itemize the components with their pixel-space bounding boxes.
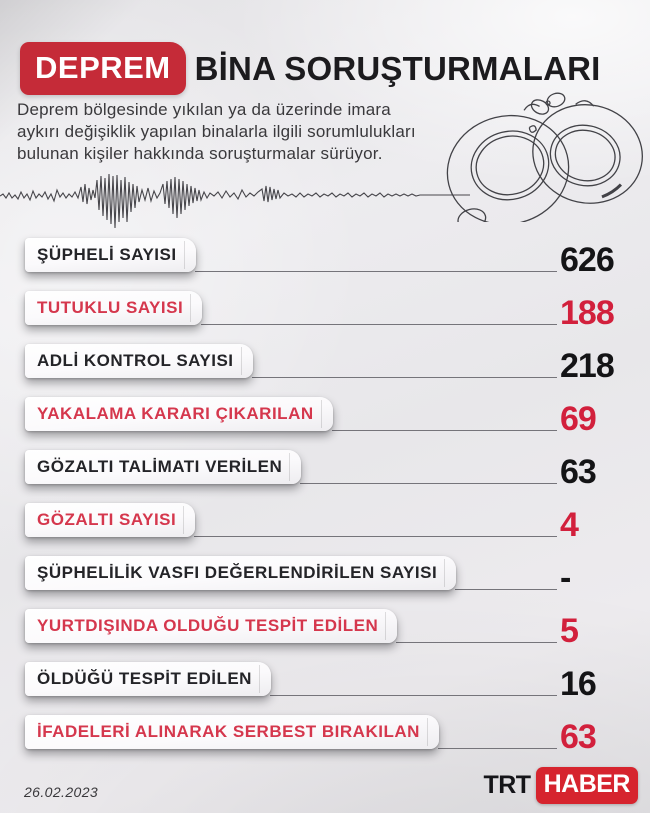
stat-value: -	[560, 559, 571, 598]
leader-line	[396, 642, 557, 643]
stat-label-pill	[25, 238, 196, 272]
stat-label: YAKALAMA KARARI ÇIKARILAN	[37, 404, 314, 423]
leader-line	[195, 271, 557, 272]
stat-value: 4	[560, 506, 578, 545]
trt-haber-logo	[483, 767, 638, 804]
stat-label: GÖZALTI TALİMATI VERİLEN	[37, 457, 283, 476]
stat-label: ŞÜPHELİLİK VASFI DEĞERLENDİRİLEN SAYISI	[37, 563, 438, 582]
stat-label-pill	[25, 662, 271, 696]
stat-label-pill	[25, 556, 456, 590]
stat-label-pill	[25, 291, 202, 325]
stat-label-pill	[25, 344, 253, 378]
stat-value: 63	[560, 453, 596, 492]
stat-row	[25, 450, 636, 492]
stat-label: İFADELERİ ALINARAK SERBEST BIRAKILAN	[37, 722, 420, 741]
leader-line	[194, 536, 557, 537]
logo-trt-text: TRT	[483, 771, 531, 799]
date-label: 26.02.2023	[24, 784, 99, 800]
stat-value: 5	[560, 612, 578, 651]
stat-row	[25, 344, 636, 386]
stat-row	[25, 503, 636, 545]
page-title: BİNA SORUŞTURMALARI	[194, 49, 601, 87]
stat-value: 63	[560, 718, 596, 757]
stat-value: 69	[560, 400, 596, 439]
description-text: Deprem bölgesinde yıkılan ya da üzerinde imara aykırı değişiklik yapılan binalarla ilgili sorumlulukları bulunan kişiler hakkında soruşturmalar sürüyor.	[17, 100, 416, 163]
stat-row	[25, 291, 636, 333]
stat-label: GÖZALTI SAYISI	[37, 510, 177, 529]
stat-label: YURTDIŞINDA OLDUĞU TESPİT EDİLEN	[37, 616, 379, 635]
stat-row	[25, 556, 636, 598]
leader-line	[201, 324, 557, 325]
stat-label-pill	[25, 450, 301, 484]
stat-row	[25, 609, 636, 651]
stat-label: ÖLDÜĞÜ TESPİT EDİLEN	[37, 669, 252, 688]
stat-value: 16	[560, 665, 596, 704]
leader-line	[438, 748, 557, 749]
stat-row	[25, 662, 636, 704]
stat-value: 218	[560, 347, 614, 386]
stat-value: 188	[560, 294, 614, 333]
handcuffs-icon	[420, 82, 650, 222]
stat-label-pill	[25, 397, 333, 431]
stat-value: 626	[560, 241, 614, 280]
leader-line	[270, 695, 557, 696]
stat-label-pill	[25, 609, 397, 643]
stat-label: ADLİ KONTROL SAYISI	[37, 351, 234, 370]
stat-label: TUTUKLU SAYISI	[37, 298, 184, 317]
stat-label-pill	[25, 503, 195, 537]
stat-label: ŞÜPHELİ SAYISI	[37, 245, 177, 264]
leader-line	[455, 589, 557, 590]
stat-label-pill	[25, 715, 439, 749]
logo-haber-badge: HABER	[536, 767, 638, 804]
stat-row	[25, 238, 636, 280]
title-badge: DEPREM	[20, 42, 186, 95]
leader-line	[300, 483, 557, 484]
stat-row	[25, 715, 636, 757]
leader-line	[252, 377, 557, 378]
stats-list	[25, 238, 636, 768]
leader-line	[332, 430, 557, 431]
stat-row	[25, 397, 636, 439]
